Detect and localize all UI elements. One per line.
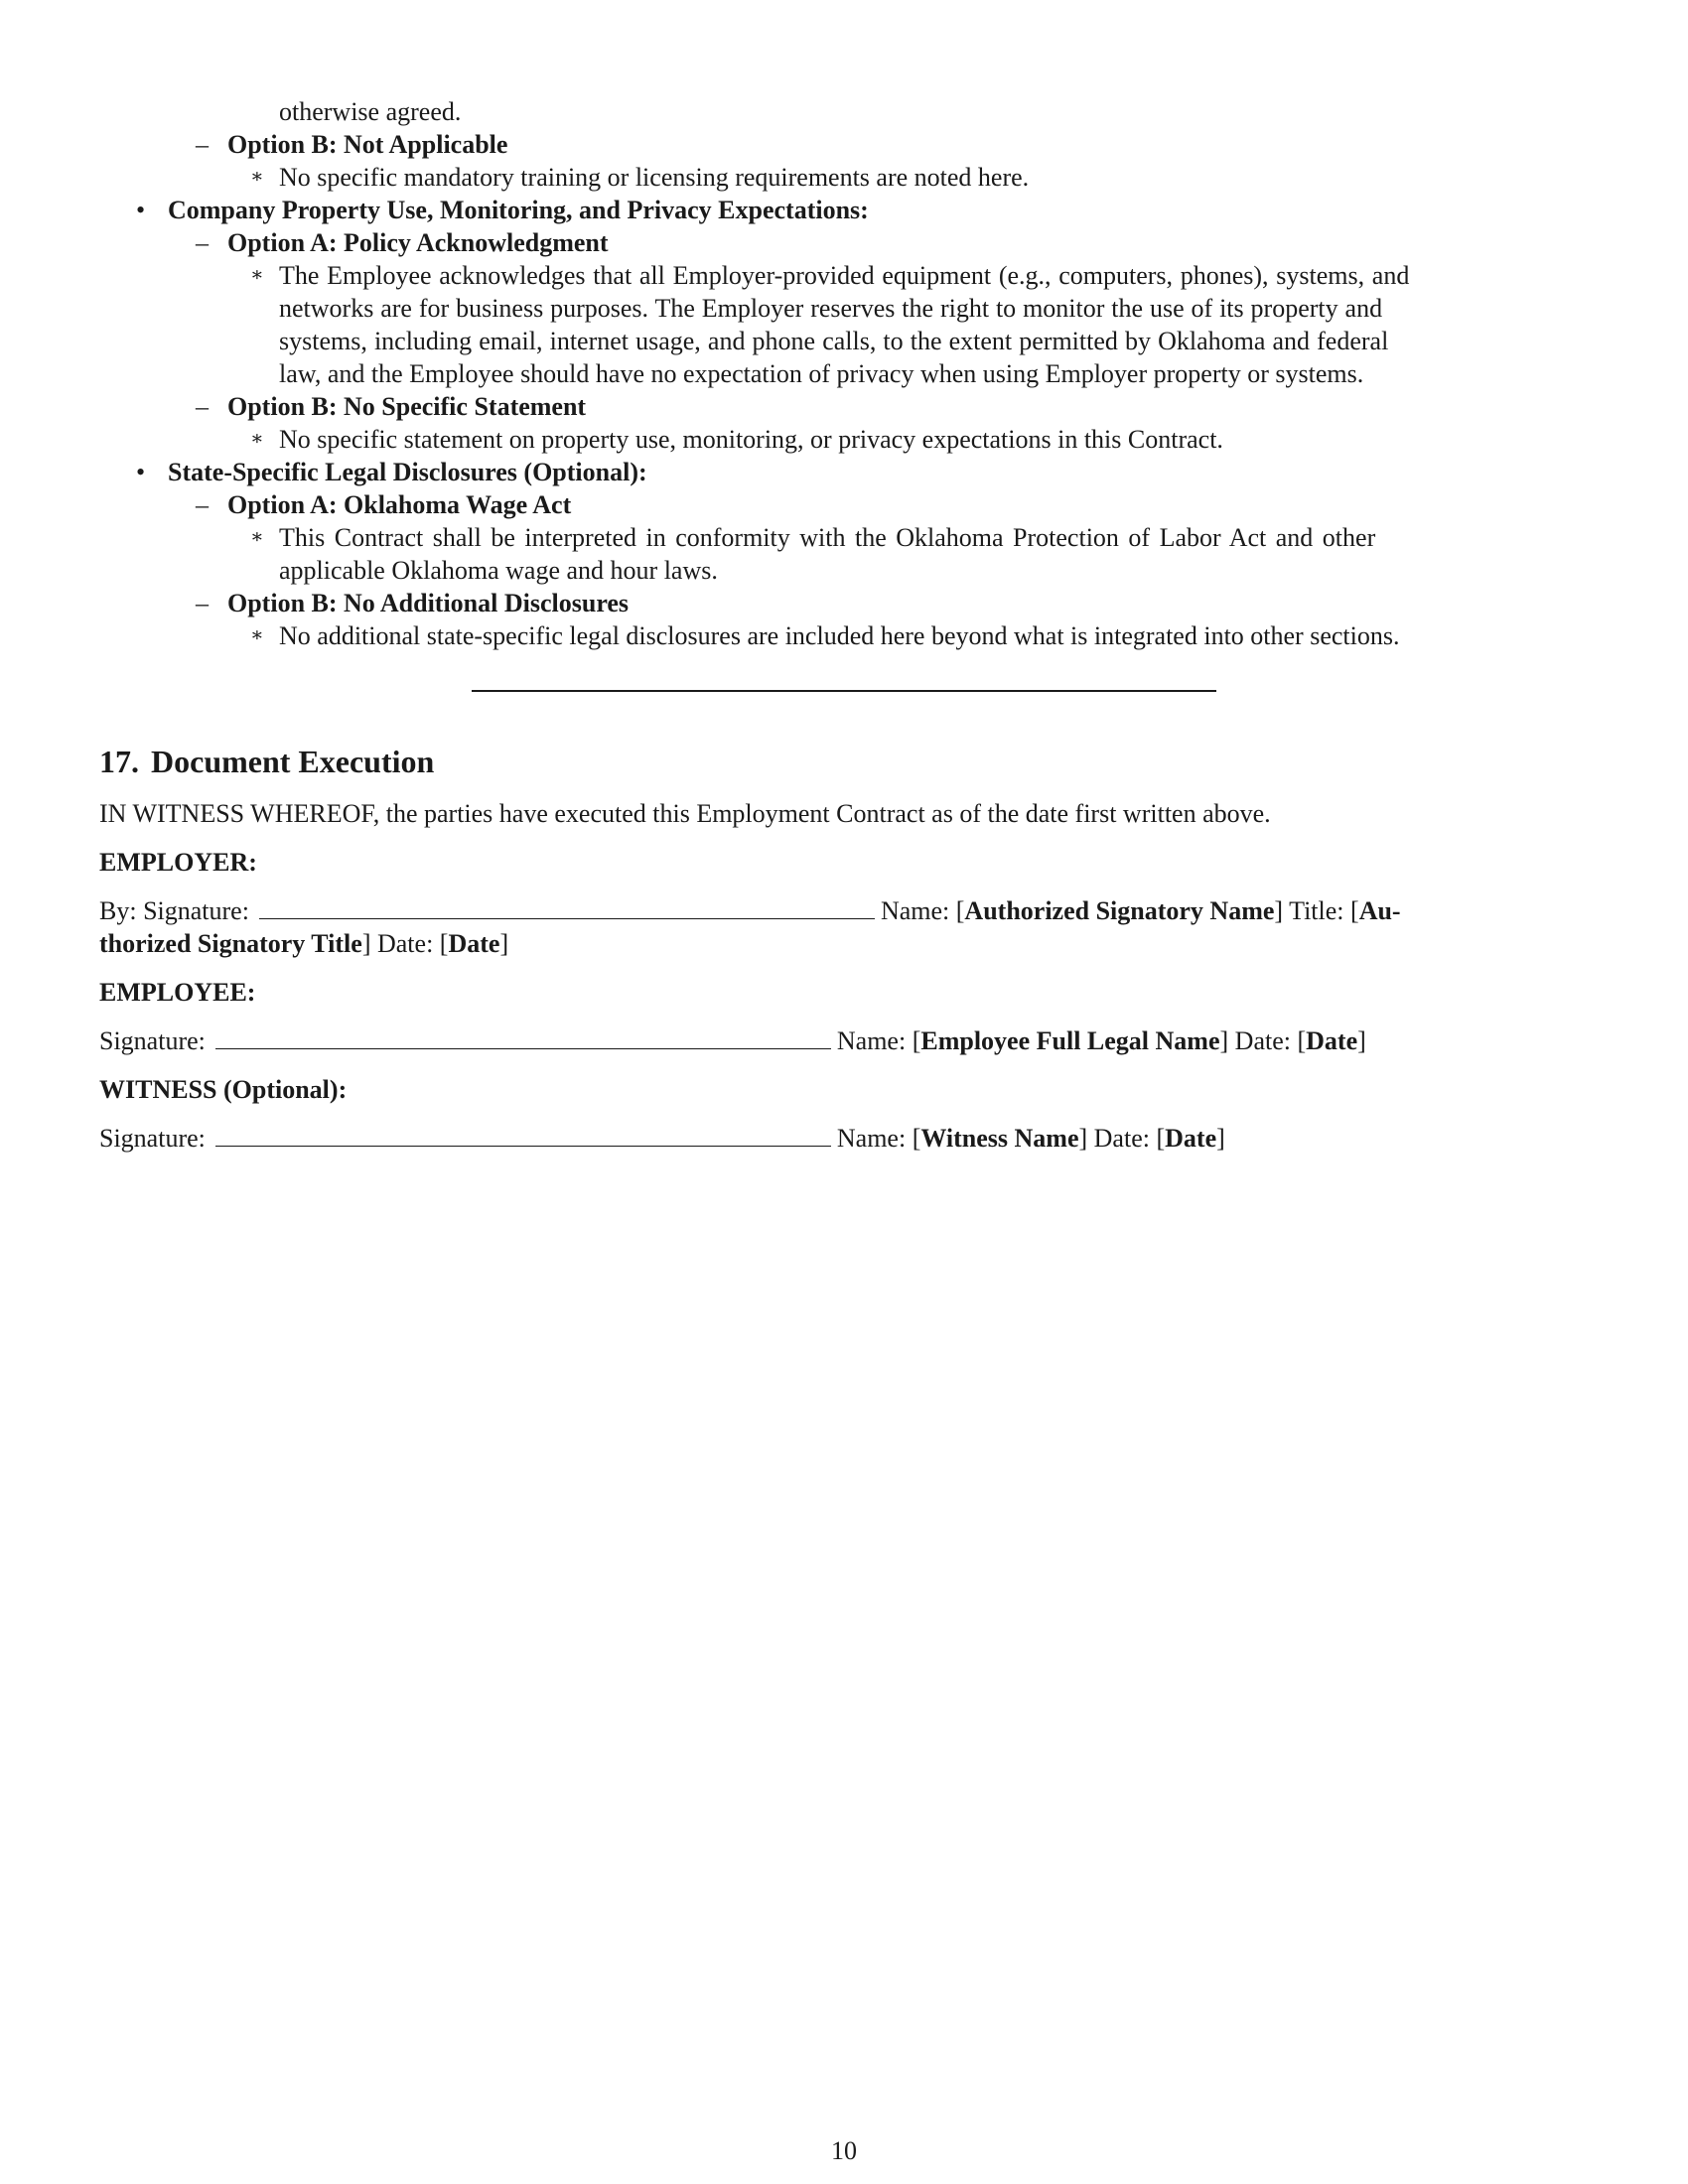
property-option-a-line-4: law, and the Employee should have no expectation of privacy when using Employer property or systems. <box>279 359 1364 388</box>
dash-bullet: – <box>196 228 209 257</box>
employer-title-field-part2: thorized Signatory Title] <box>99 929 371 958</box>
training-option-b-item <box>99 161 1589 194</box>
section-17-heading <box>99 742 1589 781</box>
asterisk-bullet: ∗ <box>250 428 264 450</box>
section-divider <box>472 690 1216 692</box>
section-title: Document Execution <box>151 744 435 779</box>
property-option-a-title: Option A: Policy Acknowledgment <box>227 228 609 257</box>
carryover-text: otherwise agreed. <box>279 97 462 126</box>
page-number: 10 <box>831 2136 857 2165</box>
dash-bullet: – <box>196 392 209 421</box>
employer-label: EMPLOYER: <box>99 848 257 877</box>
employer-signature-block <box>99 894 1589 960</box>
training-option-b-text: No specific mandatory training or licensing requirements are noted here. <box>279 163 1030 192</box>
property-option-b-title: Option B: No Specific Statement <box>227 392 587 421</box>
property-option-a <box>99 226 1589 259</box>
employee-label: EMPLOYEE: <box>99 978 256 1007</box>
employer-title-label: Title: <box>1289 896 1344 925</box>
property-option-a-line-2: networks are for business purposes. The Employer reserves the right to monitor the use of its property and <box>279 294 1383 323</box>
training-option-b <box>99 128 1589 161</box>
state-option-a-title: Option A: Oklahoma Wage Act <box>227 490 572 519</box>
employer-date-field: [Date] <box>439 929 509 958</box>
employee-name-label: Name: <box>836 1026 907 1055</box>
state-option-b-item <box>99 619 1589 652</box>
state-option-a <box>99 488 1589 521</box>
witness-signature-block <box>99 1122 1589 1155</box>
employer-title-field-part1: [Au- <box>1350 896 1401 925</box>
witness-date-label: Date: <box>1093 1124 1150 1153</box>
state-option-a-line-1: This Contract shall be interpreted in conformity with the Oklahoma Protection of Labor Act and other <box>279 523 1376 552</box>
employer-name-label: Name: <box>880 896 950 925</box>
witness-signature-label: Signature: <box>99 1124 206 1153</box>
property-option-b <box>99 390 1589 423</box>
employee-date-label: Date: <box>1234 1026 1291 1055</box>
employee-signature-block <box>99 1024 1589 1057</box>
witness-whereof-paragraph: IN WITNESS WHEREOF, the parties have executed this Employment Contract as of the date first written above. <box>99 799 1271 828</box>
asterisk-bullet: ∗ <box>250 264 264 286</box>
employee-signature-label: Signature: <box>99 1026 206 1055</box>
document-page <box>99 95 1589 1155</box>
asterisk-bullet: ∗ <box>250 166 264 188</box>
state-option-b-title: Option B: No Additional Disclosures <box>227 589 630 617</box>
dash-bullet: – <box>196 130 209 159</box>
state-option-b-text: No additional state-specific legal disclosures are included here beyond what is integrated into other sections. <box>279 621 1400 650</box>
witness-signature-line[interactable] <box>215 1124 831 1147</box>
property-option-b-item <box>99 423 1589 456</box>
property-option-b-text: No specific statement on property use, monitoring, or privacy expectations in this Contract. <box>279 425 1223 454</box>
asterisk-bullet: ∗ <box>250 624 264 646</box>
employer-name-field: [Authorized Signatory Name] <box>955 896 1284 925</box>
employee-signature-line[interactable] <box>215 1026 831 1049</box>
employee-date-field: [Date] <box>1297 1026 1366 1055</box>
section-number: 17. <box>99 744 139 779</box>
asterisk-bullet: ∗ <box>250 526 264 548</box>
employee-name-field: [Employee Full Legal Name] <box>912 1026 1229 1055</box>
state-option-a-item <box>99 521 1589 587</box>
state-item <box>99 456 1589 488</box>
witness-label: WITNESS (Optional): <box>99 1075 348 1104</box>
dash-bullet: – <box>196 490 209 519</box>
dash-bullet: – <box>196 589 209 617</box>
witness-name-field: [Witness Name] <box>912 1124 1088 1153</box>
state-option-a-line-2: applicable Oklahoma wage and hour laws. <box>279 556 718 585</box>
state-title: State-Specific Legal Disclosures (Optional): <box>168 458 647 486</box>
property-title: Company Property Use, Monitoring, and Privacy Expectations: <box>168 196 869 224</box>
witness-date-field: [Date] <box>1156 1124 1225 1153</box>
witness-name-label: Name: <box>836 1124 907 1153</box>
employer-signature-line[interactable] <box>259 896 875 919</box>
property-option-a-item <box>99 259 1589 390</box>
property-option-a-line-3: systems, including email, internet usage, and phone calls, to the extent permitted by Oklahoma and federal <box>279 327 1389 355</box>
employer-by-signature-label: By: Signature: <box>99 896 249 925</box>
dot-bullet: • <box>136 458 146 486</box>
dot-bullet: • <box>136 196 146 224</box>
state-option-b <box>99 587 1589 619</box>
property-option-a-line-1: The Employee acknowledges that all Employer-provided equipment (e.g., computers, phones), systems, and <box>279 261 1410 290</box>
property-item <box>99 194 1589 226</box>
employer-date-label: Date: <box>376 929 434 958</box>
training-option-b-title: Option B: Not Applicable <box>227 130 508 159</box>
